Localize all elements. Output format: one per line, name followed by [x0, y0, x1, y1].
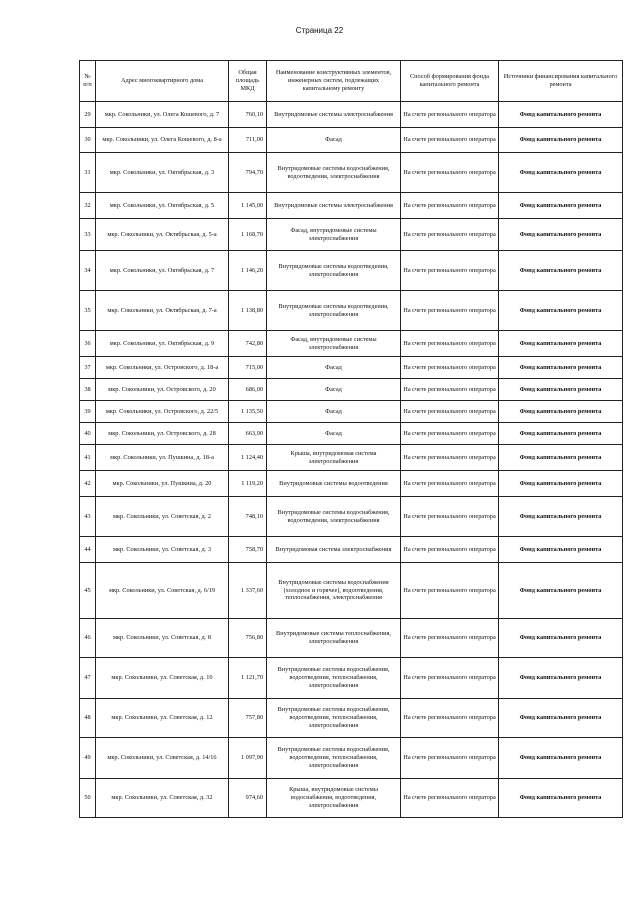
cell-method: На счете регионального оператора [401, 291, 499, 331]
header-source: Источники финансирования капитального ремонта [499, 61, 623, 102]
table-row [80, 153, 623, 193]
cell-method: На счете регионального оператора [401, 779, 499, 818]
cell-num: 50 [80, 779, 96, 818]
cell-work: Внутридомовые системы электроснабжения [267, 193, 401, 219]
table-row [80, 779, 623, 818]
header-num: № п/п [80, 61, 96, 102]
cell-method: На счете регионального оператора [401, 619, 499, 658]
cell-num: 39 [80, 401, 96, 423]
cell-work: Внутридомовая система электроснабжения [267, 537, 401, 563]
cell-source: Фонд капитального ремонта [499, 193, 623, 219]
cell-method: На счете регионального оператора [401, 738, 499, 779]
cell-area: 1 168,70 [229, 219, 267, 251]
cell-area: 757,80 [229, 699, 267, 738]
table-row [80, 658, 623, 699]
cell-method: На счете регионального оператора [401, 563, 499, 619]
cell-source: Фонд капитального ремонта [499, 128, 623, 153]
cell-work: Фасад [267, 357, 401, 379]
cell-method: На счете регионального оператора [401, 423, 499, 445]
cell-work: Внутридомовые системы водоотведения, электроснабжения [267, 251, 401, 291]
cell-num: 37 [80, 357, 96, 379]
cell-work: Внутридомовые системы водоснабжения, водоотведения, теплоснабжения, электроснабжения [267, 738, 401, 779]
cell-source: Фонд капитального ремонта [499, 291, 623, 331]
cell-method: На счете регионального оператора [401, 497, 499, 537]
cell-area: 686,00 [229, 379, 267, 401]
cell-address: мкр. Сокольники, ул. Пушкина, д. 18-а [96, 445, 229, 471]
cell-num: 38 [80, 379, 96, 401]
cell-work: Фасад, внутридомовые системы электроснабжения [267, 331, 401, 357]
header-area: Общая площадь МКД [229, 61, 267, 102]
cell-area: 794,70 [229, 153, 267, 193]
header-work: Наименование конструктивных элементов, инженерных систем, подлежащих капитальному ремонту [267, 61, 401, 102]
cell-source: Фонд капитального ремонта [499, 537, 623, 563]
cell-source: Фонд капитального ремонта [499, 423, 623, 445]
cell-area: 1 097,90 [229, 738, 267, 779]
cell-num: 44 [80, 537, 96, 563]
cell-address: мкр. Сокольники, ул. Октябрьская, д. 5 [96, 193, 229, 219]
cell-work: Фасад [267, 379, 401, 401]
cell-work: Крыша, внутридомовые системы водоснабжения, водоотведения, электроснабжения [267, 779, 401, 818]
cell-area: 742,80 [229, 331, 267, 357]
cell-method: На счете регионального оператора [401, 102, 499, 128]
cell-num: 32 [80, 193, 96, 219]
cell-num: 49 [80, 738, 96, 779]
cell-source: Фонд капитального ремонта [499, 738, 623, 779]
cell-work: Фасад [267, 423, 401, 445]
table-row [80, 102, 623, 128]
cell-source: Фонд капитального ремонта [499, 219, 623, 251]
cell-source: Фонд капитального ремонта [499, 497, 623, 537]
cell-num: 45 [80, 563, 96, 619]
header-address: Адрес многоквартирного дома [96, 61, 229, 102]
cell-address: мкр. Сокольники, ул. Октябрьская, д. 7-а [96, 291, 229, 331]
cell-num: 30 [80, 128, 96, 153]
cell-address: мкр. Сокольники, ул. Советская, д. 2 [96, 497, 229, 537]
cell-work: Внутридомовые системы теплоснабжения, электроснабжения [267, 619, 401, 658]
table-row [80, 219, 623, 251]
cell-area: 756,80 [229, 619, 267, 658]
cell-area: 1 337,60 [229, 563, 267, 619]
cell-address: мкр. Сокольники, ул. Островского, д. 20 [96, 379, 229, 401]
cell-area: 1 121,70 [229, 658, 267, 699]
cell-method: На счете регионального оператора [401, 251, 499, 291]
cell-source: Фонд капитального ремонта [499, 102, 623, 128]
table-row [80, 193, 623, 219]
cell-source: Фонд капитального ремонта [499, 445, 623, 471]
cell-area: 758,70 [229, 537, 267, 563]
table-header-row [80, 61, 623, 102]
cell-work: Фасад [267, 401, 401, 423]
cell-area: 711,00 [229, 128, 267, 153]
table-row [80, 291, 623, 331]
table-row [80, 401, 623, 423]
cell-source: Фонд капитального ремонта [499, 331, 623, 357]
cell-num: 34 [80, 251, 96, 291]
cell-area: 1 145,00 [229, 193, 267, 219]
cell-work: Внутридомовые системы водоснабжения, водоотведения, теплоснабжения, электроснабжения [267, 699, 401, 738]
cell-address: мкр. Сокольники, ул. Пушкина, д. 20 [96, 471, 229, 497]
cell-method: На счете регионального оператора [401, 331, 499, 357]
cell-area: 663,90 [229, 423, 267, 445]
cell-method: На счете регионального оператора [401, 401, 499, 423]
cell-num: 47 [80, 658, 96, 699]
cell-num: 35 [80, 291, 96, 331]
table-row [80, 497, 623, 537]
table-row [80, 445, 623, 471]
cell-work: Внутридомовые системы водоотведения [267, 471, 401, 497]
page-number-header: Страница 22 [295, 26, 344, 35]
cell-area: 1 138,80 [229, 291, 267, 331]
cell-address: мкр. Сокольники, ул. Советская, д. 6/19 [96, 563, 229, 619]
cell-address: мкр. Сокольники, ул. Советская, д. 32 [96, 779, 229, 818]
table-row [80, 537, 623, 563]
cell-num: 36 [80, 331, 96, 357]
cell-address: мкр. Сокольники, ул. Островского, д. 28 [96, 423, 229, 445]
cell-source: Фонд капитального ремонта [499, 401, 623, 423]
cell-source: Фонд капитального ремонта [499, 153, 623, 193]
cell-area: 715,00 [229, 357, 267, 379]
cell-method: На счете регионального оператора [401, 219, 499, 251]
cell-source: Фонд капитального ремонта [499, 779, 623, 818]
cell-work: Фасад [267, 128, 401, 153]
cell-num: 42 [80, 471, 96, 497]
cell-method: На счете регионального оператора [401, 537, 499, 563]
cell-source: Фонд капитального ремонта [499, 563, 623, 619]
cell-address: мкр. Сокольники, ул. Октябрьская, д. 5-а [96, 219, 229, 251]
cell-num: 46 [80, 619, 96, 658]
cell-source: Фонд капитального ремонта [499, 658, 623, 699]
cell-address: мкр. Сокольники, ул. Советская, д. 8 [96, 619, 229, 658]
table-row [80, 251, 623, 291]
cell-num: 41 [80, 445, 96, 471]
cell-work: Внутридомовые системы водоотведения, электроснабжения [267, 291, 401, 331]
cell-address: мкр. Сокольники, ул. Островского, д. 22/5 [96, 401, 229, 423]
cell-method: На счете регионального оператора [401, 445, 499, 471]
cell-method: На счете регионального оператора [401, 379, 499, 401]
cell-num: 33 [80, 219, 96, 251]
cell-num: 43 [80, 497, 96, 537]
table-row [80, 357, 623, 379]
cell-address: мкр. Сокольники, ул. Островского, д. 18-а [96, 357, 229, 379]
cell-source: Фонд капитального ремонта [499, 699, 623, 738]
table-row [80, 331, 623, 357]
cell-address: мкр. Сокольники, ул. Октябрьская, д. 7 [96, 251, 229, 291]
table-row [80, 379, 623, 401]
cell-method: На счете регионального оператора [401, 658, 499, 699]
cell-work: Внутридомовые системы водоснабжения (холодное и горячее), водоотведения, теплоснабжения, электроснабжения [267, 563, 401, 619]
cell-num: 29 [80, 102, 96, 128]
table-row [80, 423, 623, 445]
cell-area: 1 135,50 [229, 401, 267, 423]
cell-num: 31 [80, 153, 96, 193]
cell-address: мкр. Сокольники, ул. Советская, д. 12 [96, 699, 229, 738]
cell-source: Фонд капитального ремонта [499, 357, 623, 379]
cell-address: мкр. Сокольники, ул. Советская, д. 14/16 [96, 738, 229, 779]
cell-source: Фонд капитального ремонта [499, 379, 623, 401]
cell-work: Внутридомовые системы водоснабжения, водоотведения, теплоснабжения, электроснабжения [267, 658, 401, 699]
table-row [80, 619, 623, 658]
cell-work: Внутридомовые системы электроснабжения [267, 102, 401, 128]
cell-area: 974,60 [229, 779, 267, 818]
cell-work: Крыша, внутридомовая система электроснабжения [267, 445, 401, 471]
cell-source: Фонд капитального ремонта [499, 471, 623, 497]
cell-method: На счете регионального оператора [401, 193, 499, 219]
table-row [80, 471, 623, 497]
cell-method: На счете регионального оператора [401, 153, 499, 193]
cell-source: Фонд капитального ремонта [499, 619, 623, 658]
cell-address: мкр. Сокольники, ул. Советская, д. 3 [96, 537, 229, 563]
cell-work: Внутридомовые системы водоснабжения, водоотведения, электроснабжения [267, 497, 401, 537]
table-row [80, 699, 623, 738]
cell-method: На счете регионального оператора [401, 128, 499, 153]
header-method: Способ формирования фонда капитального ремонта [401, 61, 499, 102]
repair-program-table [79, 60, 623, 818]
cell-address: мкр. Сокольники, ул. Олега Кошевого, д. 8-а [96, 128, 229, 153]
cell-address: мкр. Сокольники, ул. Советская, д. 10 [96, 658, 229, 699]
cell-method: На счете регионального оператора [401, 471, 499, 497]
cell-work: Фасад, внутридомовые системы электроснабжения [267, 219, 401, 251]
cell-area: 1 146,20 [229, 251, 267, 291]
cell-method: На счете регионального оператора [401, 357, 499, 379]
cell-address: мкр. Сокольники, ул. Октябрьская, д. 3 [96, 153, 229, 193]
table-row [80, 563, 623, 619]
cell-area: 1 124,40 [229, 445, 267, 471]
table-row [80, 128, 623, 153]
cell-address: мкр. Сокольники, ул. Олега Кошевого, д. 7 [96, 102, 229, 128]
cell-area: 1 119,20 [229, 471, 267, 497]
cell-method: На счете регионального оператора [401, 699, 499, 738]
cell-address: мкр. Сокольники, ул. Октябрьская, д. 9 [96, 331, 229, 357]
cell-work: Внутридомовые системы водоснабжения, водоотведения, электроснабжения [267, 153, 401, 193]
cell-num: 40 [80, 423, 96, 445]
cell-area: 748,10 [229, 497, 267, 537]
cell-area: 760,10 [229, 102, 267, 128]
table-row [80, 738, 623, 779]
cell-num: 48 [80, 699, 96, 738]
cell-source: Фонд капитального ремонта [499, 251, 623, 291]
